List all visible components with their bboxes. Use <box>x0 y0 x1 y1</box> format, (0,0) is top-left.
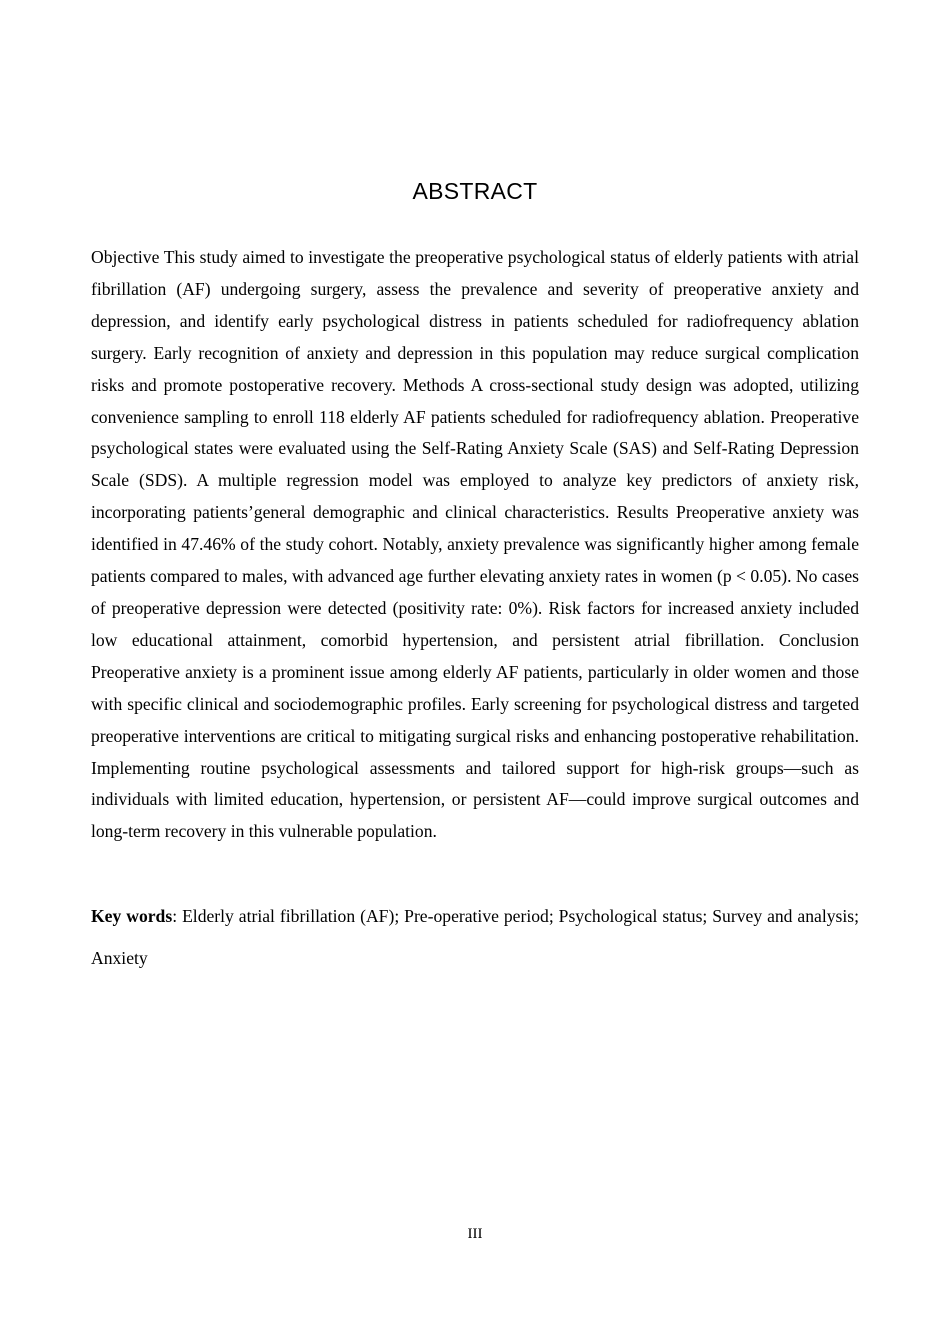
abstract-title: ABSTRACT <box>412 178 538 204</box>
page-number: III <box>467 1226 483 1242</box>
keywords-paragraph <box>91 895 859 979</box>
abstract-body: Objective This study aimed to investigate the preoperative psychological status of elderly patients with atrial fibrillation (AF) undergoing surgery, assess the prevalence and severity of preoperative anxiety and depression, and identify early psychological distress in patients scheduled for radiofrequency ablation surgery. Early recognition of anxiety and depression in this population may reduce surgical complication risks and promote postoperative recovery. Methods A cross-sectional study design was adopted, utilizing convenience sampling to enroll 118 elderly AF patients scheduled for radiofrequency ablation. Preoperative psychological states were evaluated using the Self-Rating Anxiety Scale (SAS) and Self-Rating Depression Scale (SDS). A multiple regression model was employed to analyze key predictors of anxiety risk, incorporating patients’general demographic and clinical characteristics. Results Preoperative anxiety was identified in 47.46% of the study cohort. Notably, anxiety prevalence was significantly higher among female patients compared to males, with advanced age further elevating anxiety rates in women (p < 0.05). No cases of preoperative depression were detected (positivity rate: 0%). Risk factors for increased anxiety included low educational attainment, comorbid hypertension, and persistent atrial fibrillation. Conclusion Preoperative anxiety is a prominent issue among elderly AF patients, particularly in older women and those with specific clinical and sociodemographic profiles. Early screening for psychological distress and targeted preoperative interventions are critical to mitigating surgical risks and enhancing postoperative rehabilitation. Implementing routine psychological assessments and tailored support for high-risk groups—such as individuals with limited education, hypertension, or persistent AF—could improve surgical outcomes and long-term recovery in this vulnerable population. <box>91 247 859 842</box>
keywords-text: Elderly atrial fibrillation (AF); Pre-operative period; Psychological status; Survey and analysis; Anxiety <box>91 906 859 968</box>
keywords-label: Key words <box>91 906 173 926</box>
keywords-separator: : <box>172 906 183 926</box>
